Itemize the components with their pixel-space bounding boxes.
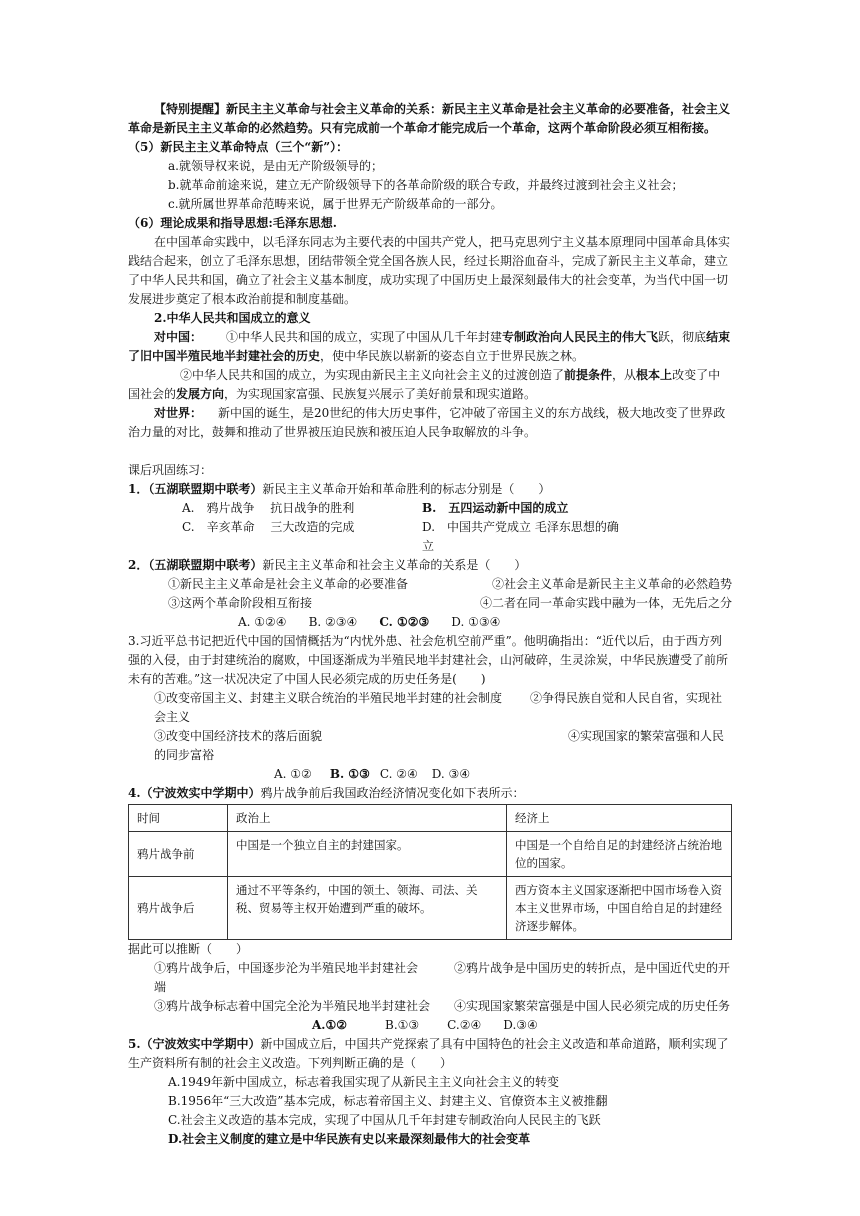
q1-option-d: D. 中国共产党成立 毛泽东思想的确立: [422, 520, 619, 553]
section-5-item-b: b.就革命前途来说，建立无产阶级领导下的各革命阶级的联合专政，并最终过渡到社会主义社会；: [168, 178, 684, 192]
question-1-options-cd: [128, 518, 732, 556]
table-header-cell: 政治上: [228, 805, 507, 832]
q1-option-c: C. 辛亥革命 三大改造的完成: [182, 520, 355, 534]
table-cell: 中国是一个独立自主的封建国家。: [228, 832, 507, 877]
q5-option-b: B.1956年“三大改造”基本完成，标志着帝国主义、封建主义、官僚资本主义被推翻: [168, 1094, 608, 1108]
table-header-cell: 时间: [129, 805, 228, 832]
q5-option-a: A.1949年新中国成立，标志着我国实现了从新民主主义向社会主义的转变: [168, 1075, 560, 1089]
q1-option-b: B. 五四运动新中国的成立: [422, 501, 569, 515]
q4-answers: A.①② B.①③ C.②④ D.③④: [312, 1018, 538, 1032]
q1-option-a: A. 鸦片战争 抗日战争的胜利: [182, 501, 355, 515]
table-row: [129, 877, 732, 940]
table-cell: 通过不平等条约，中国的领土、领海、司法、关税、贸易等主权开始遭到严重的破坏。: [228, 877, 507, 940]
question-2: 2．（五湖联盟期中联考）新民主主义革命和社会主义革命的关系是（ ）: [128, 558, 527, 572]
china-label: 对中国：: [154, 330, 203, 344]
table-cell: 西方资本主义国家逐渐把中国市场卷入资本主义世界市场，中国自给自足的封建经济逐步解体。: [507, 877, 732, 940]
section-5-item-c: c.就所属世界革命范畴来说，属于世界无产阶级革命的一部分。: [168, 197, 503, 211]
significance-china-1: 对中国： ①中华人民共和国的成立，实现了中国从几千年封建专制政治向人民民主的伟大飞跃，彻底结束了旧中国半殖民地半封建社会的历史，使中华民族以崭新的姿态自立于世界民族之林。: [128, 330, 731, 363]
practice-title: 课后巩固练习：: [128, 463, 213, 477]
q3-answers: A. ①② B. ①③ C. ②④ D. ③④: [274, 767, 471, 781]
q4-statements-34: ③鸦片战争标志着中国完全沦为半殖民地半封建社会 ④实现国家繁荣富强是中国人民必须完成的历史任务: [154, 999, 731, 1013]
world-label: 对世界：: [154, 406, 203, 420]
q2-statements-12: ①新民主主义革命是社会主义革命的必要准备 ②社会主义革命是新民主主义革命的必然趋势: [168, 577, 732, 591]
significance-china-2: ②中华人民共和国的成立，为实现由新民主主义向社会主义的过渡创造了前提条件，从根本上改变了中国社会的发展方向，为实现国家富强、民族复兴展示了美好前景和现实道路。: [128, 368, 721, 401]
q2-answers: A. ①②④ B. ②③④ C. ①②③ D. ①③④: [238, 615, 501, 629]
section-6-title: （6）理论成果和指导思想:毛泽东思想.: [128, 216, 337, 230]
question-1: 1．（五湖联盟期中联考）新民主主义革命开始和革命胜利的标志分别是（ ）: [128, 482, 551, 496]
q5-option-d: D.社会主义制度的建立是中华民族有史以来最深刻最伟大的社会变革: [168, 1132, 531, 1146]
table-row: [129, 832, 732, 877]
question-1-options-ab: [128, 499, 732, 518]
table-cell: 鸦片战争前: [129, 832, 228, 877]
section-6-body: 在中国革命实践中，以毛泽东同志为主要代表的中国共产党人，把马克思列宁主义基本原理同中国革命具体实践结合起来，创立了毛泽东思想，团结带领全党全国各族人民，经过长期浴血奋斗，完成了新民主主义革命，建立了中华人民共和国，确立了社会主义基本制度，成功实现了中国历史上最深刻最伟大的社会变革，为当代中国一切发展进步奠定了根本政治前提和制度基础。: [128, 235, 731, 306]
q5-option-c: C.社会主义改造的基本完成，实现了中国从几千年封建专制政治向人民民主的飞跃: [168, 1113, 601, 1127]
section-5-item-a: a.就领导权来说，是由无产阶级领导的；: [168, 159, 383, 173]
section-5-title: （5）新民主主义革命特点（三个“新”）：: [128, 140, 349, 154]
document-page: [128, 100, 732, 1149]
q3-statements-34: ③改变中国经济技术的落后面貌 ④实现国家的繁荣富强和人民的同步富裕: [154, 729, 725, 762]
q4-table: [128, 804, 732, 940]
table-header-row: [129, 805, 732, 832]
q4-infer: 据此可以推断（ ）: [128, 942, 249, 956]
section-2-title: 2.中华人民共和国成立的意义: [154, 311, 311, 325]
question-3: 3.习近平总书记把近代中国的国情概括为“内忧外患、社会危机空前严重”。他明确指出：“近代以后，由于西方列强的入侵，由于封建统治的腐败，中国逐渐成为半殖民地半封建社会，山河破碎，生灵涂炭，中华民族遭受了前所未有的苦难。”这一状况决定了中国人民必须完成的历史任务是( ): [128, 634, 729, 686]
q3-statements-12: ①改变帝国主义、封建主义联合统治的半殖民地半封建的社会制度 ②争得民族自觉和人民自省，实现社会主义: [154, 691, 723, 724]
q2-statements-34: ③这两个革命阶段相互衔接 ④二者在同一革命实践中融为一体，无先后之分: [168, 596, 732, 610]
table-cell: 鸦片战争后: [129, 877, 228, 940]
special-reminder: 【特别提醒】新民主主义革命与社会主义革命的关系：新民主主义革命是社会主义革命的必要准备，社会主义革命是新民主主义革命的必然趋势。只有完成前一个革命才能完成后一个革命，这两个革命阶段必须互相衔接。: [128, 102, 731, 135]
significance-world: 对世界： 新中国的诞生，是20世纪的伟大历史事件，它冲破了帝国主义的东方战线，极大地改变了世界政治力量的对比，鼓舞和推动了世界被压迫民族和被压迫人民争取解放的斗争。: [128, 406, 726, 439]
question-4: 4.（宁波效实中学期中）鸦片战争前后我国政治经济情况变化如下表所示：: [128, 786, 525, 800]
q4-statements-12: ①鸦片战争后，中国逐步沦为半殖民地半封建社会 ②鸦片战争是中国历史的转折点，是中国近代史的开端: [154, 961, 731, 994]
table-cell: 中国是一个自给自足的封建经济占统治地位的国家。: [507, 832, 732, 877]
table-header-cell: 经济上: [507, 805, 732, 832]
question-5: 5.（宁波效实中学期中）新中国成立后，中国共产党探索了具有中国特色的社会主义改造和革命道路，顺利实现了生产资料所有制的社会主义改造。下列判断正确的是（ ）: [128, 1037, 729, 1070]
